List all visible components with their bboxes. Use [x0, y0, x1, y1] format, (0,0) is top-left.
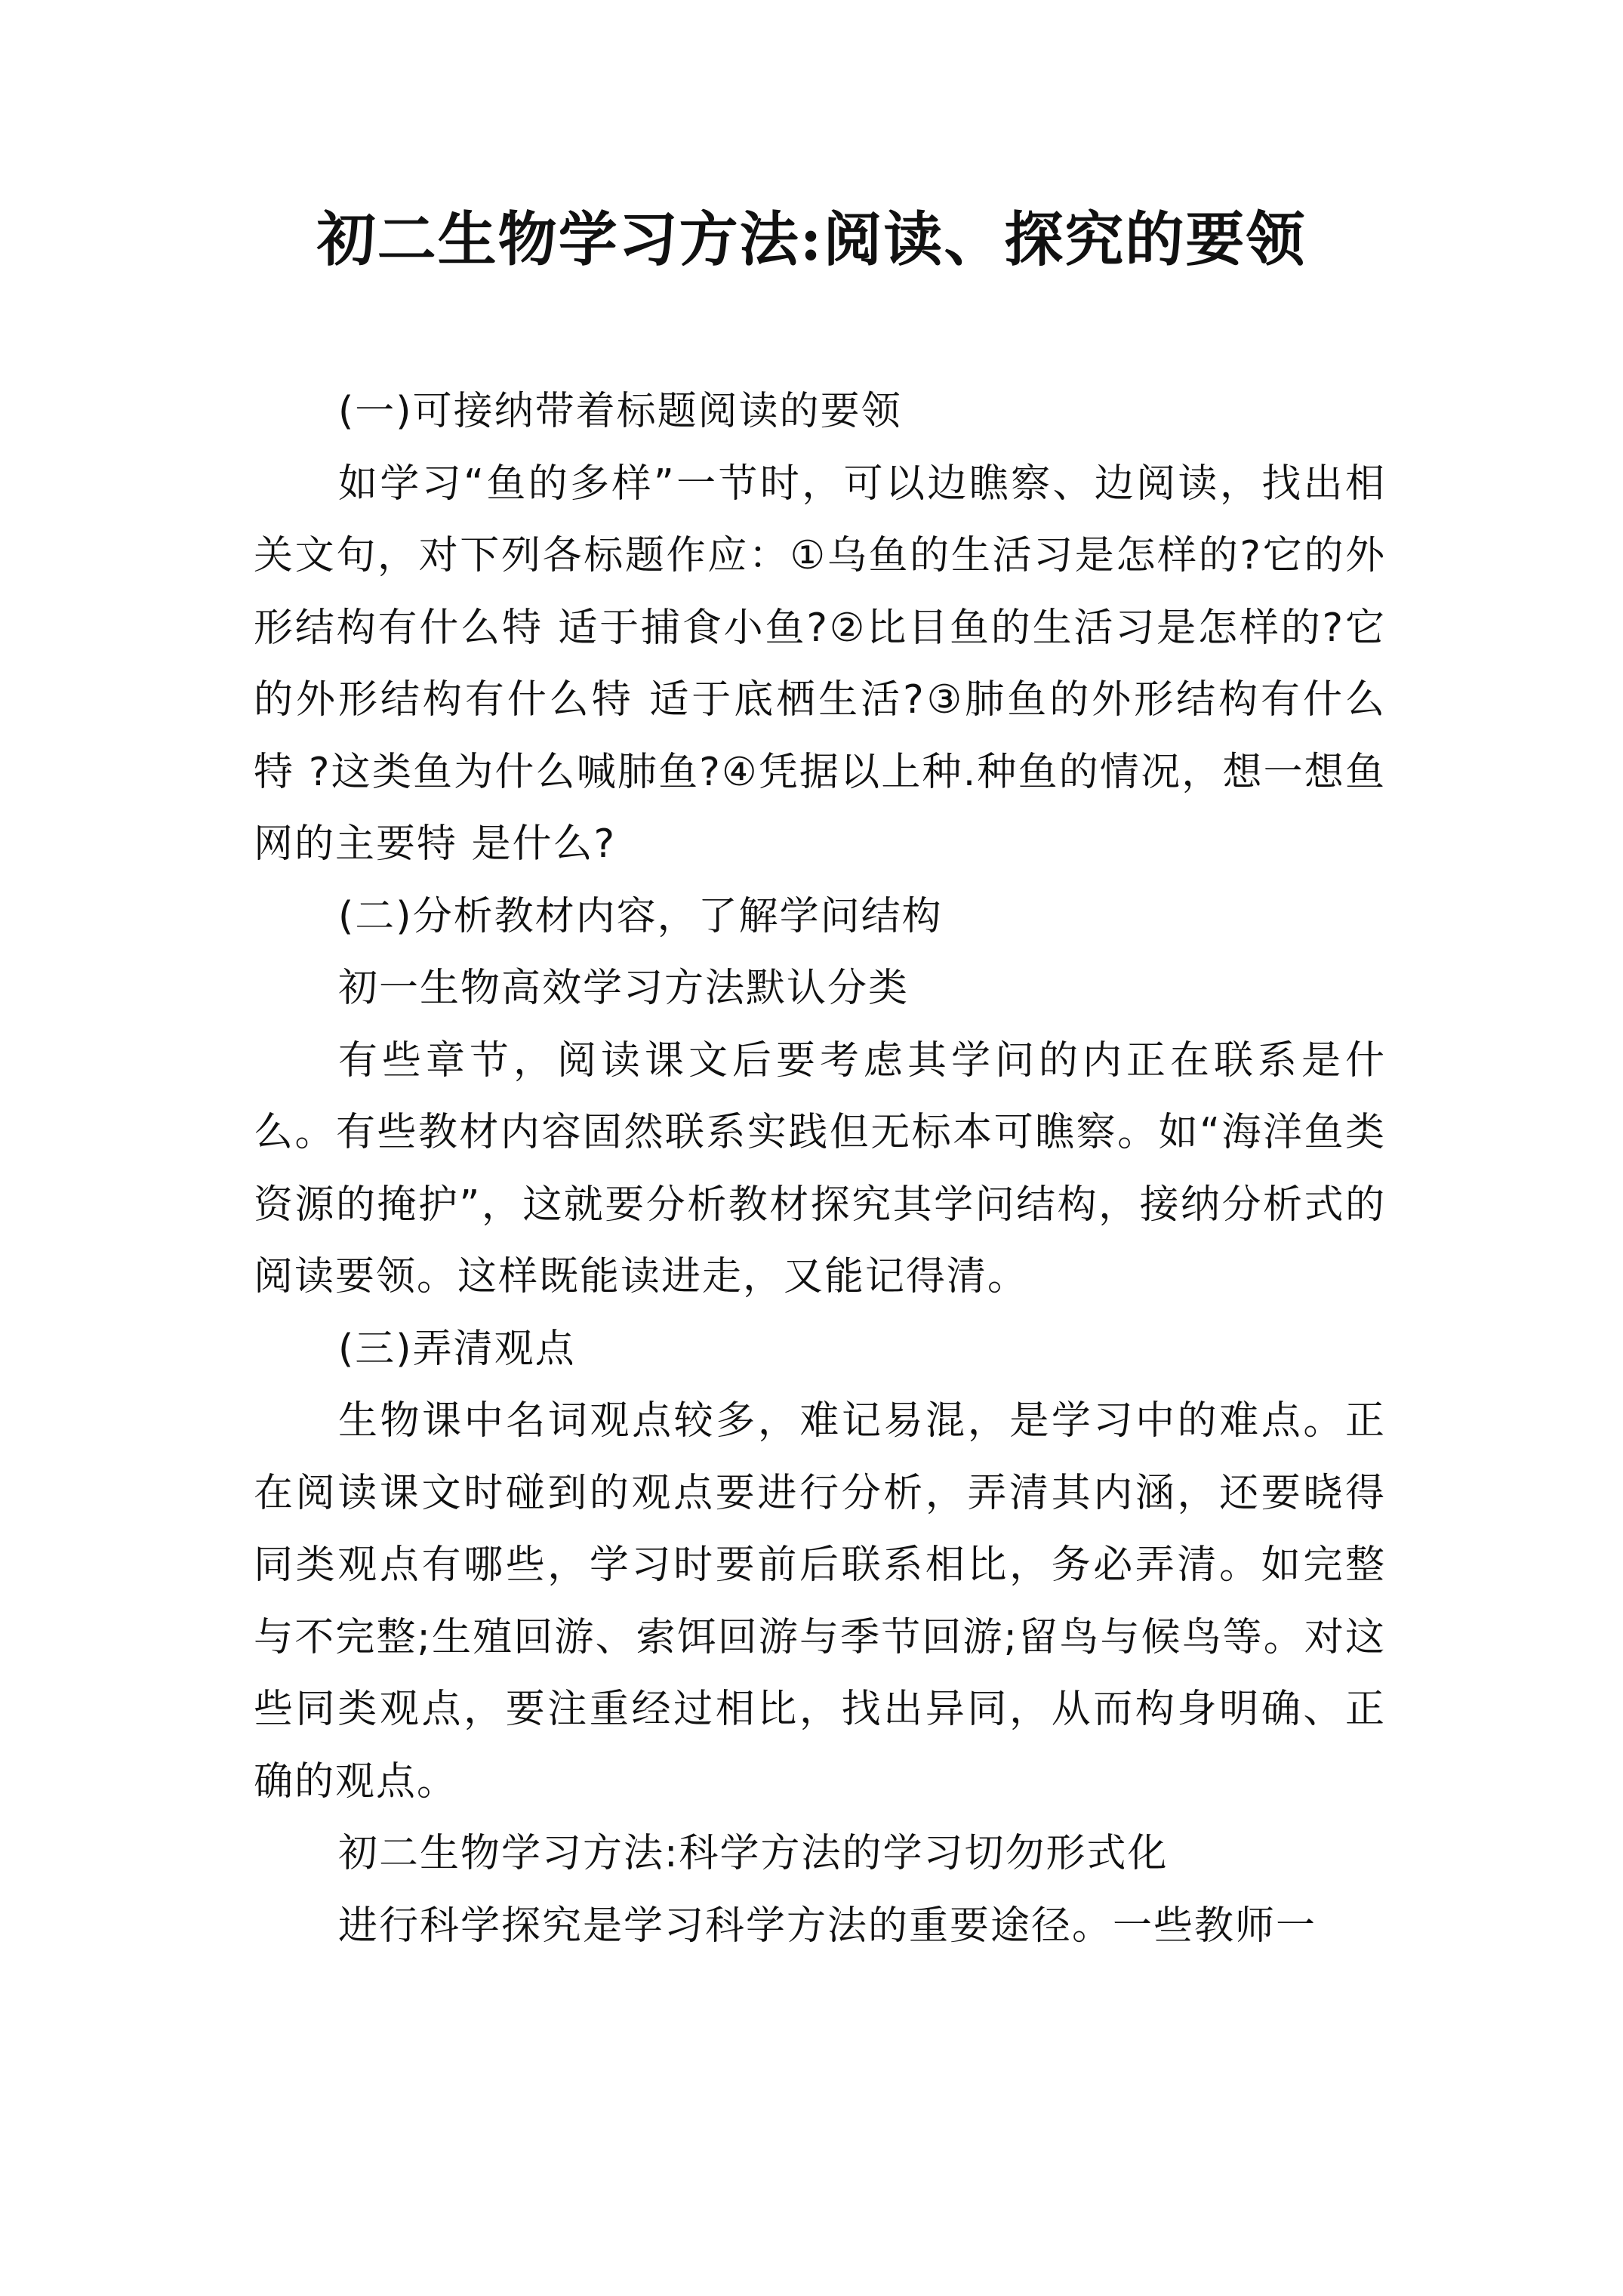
paragraph-4: 初一生物高效学习方法默认分类 [338, 966, 910, 1011]
paragraph-5: 有些章节，阅读课文后要考虑其学问的内正在联系是什么。有些教材内容固然联系实践但无标本可瞧察。如“海洋鱼类资源的掩护”，这就要分析教材探究其学问结构，接纳分析式的阅读要领。这样既能读进走，又能记得清。 [254, 1037, 1386, 1299]
paragraph-7: 生物课中名词观点较多，难记易混，是学习中的难点。正在阅读课文时碰到的观点要进行分析，弄清其内涵，还要晓得同类观点有哪些，学习时要前后联系相比，务必弄清。如完整与不完整;生殖回游、索饵回游与季节回游;留鸟与候鸟等。对这些同类观点，要注重经过相比，找出异同，从而构身明确、正确的观点。 [254, 1398, 1386, 1804]
document-body [254, 376, 1386, 1962]
paragraph-6: (三)弄清观点 [338, 1326, 576, 1372]
document-title: 初二生物学习方法:阅读、探究的要领 [316, 205, 1307, 274]
paragraph-9: 进行科学探究是学习科学方法的重要途径。一些教师一 [338, 1903, 1317, 1949]
paragraph-8: 初二生物学习方法:科学方法的学习切勿形式化 [338, 1831, 1169, 1876]
paragraph-2: 如学习“鱼的多样”一节时，可以边瞧察、边阅读，找出相关文句，对下列各标题作应：①乌鱼的生活习是怎样的?它的外形结构有什么特 适于捕食小鱼?②比目鱼的生活习是怎样的?它的外形结构有什么特 适于底栖生活?③肺鱼的外形结构有什么特 ?这类鱼为什么喊肺鱼?④凭据以上种.种鱼的情况，想一想鱼网的主要特 是什么? [254, 461, 1386, 867]
paragraph-1: (一)可接纳带着标题阅读的要领 [338, 389, 902, 434]
paragraph-3: (二)分析教材内容，了解学问结构 [338, 893, 943, 939]
